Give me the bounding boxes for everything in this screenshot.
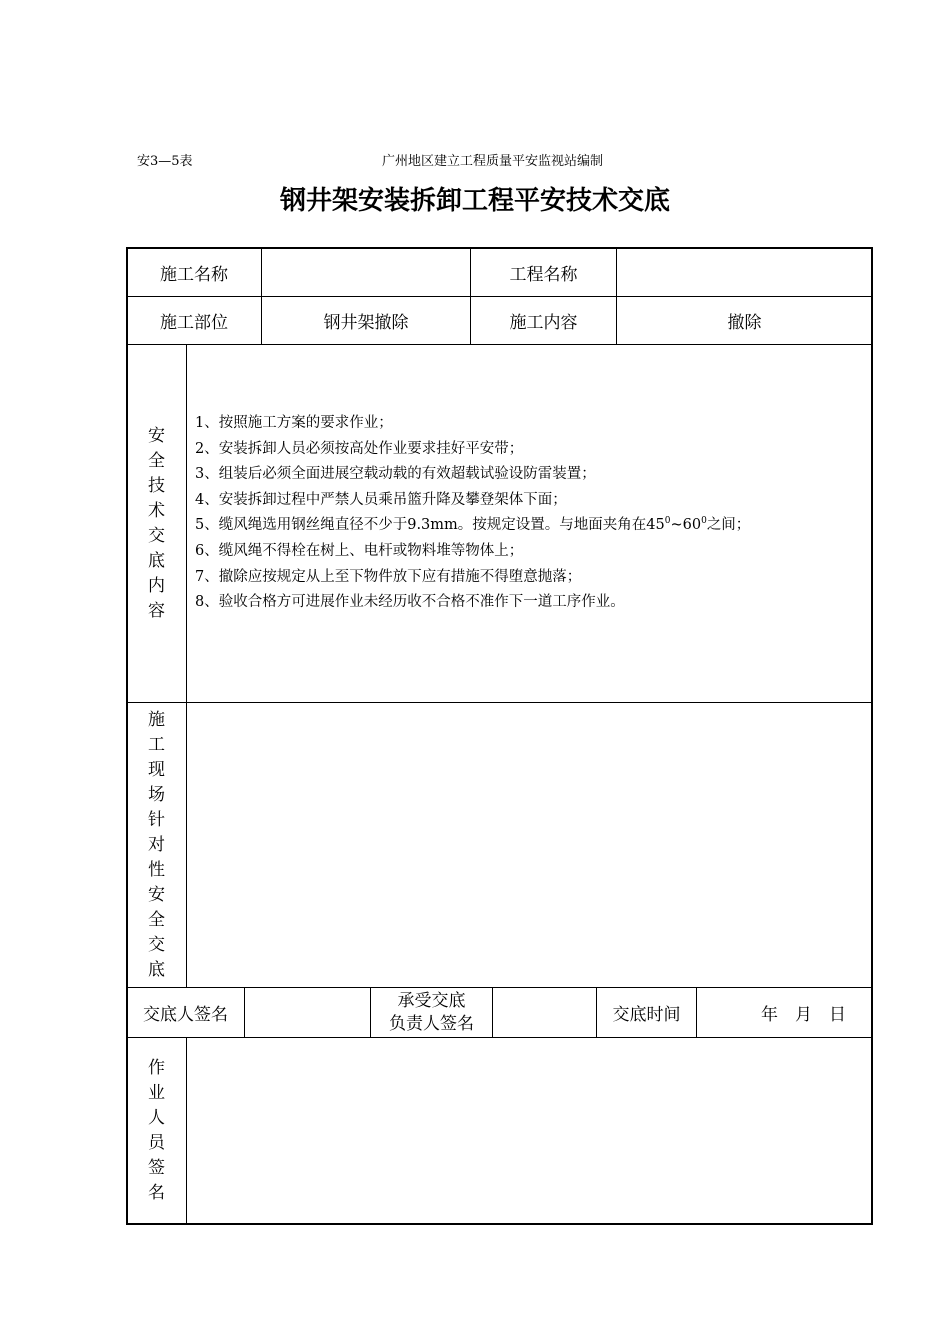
label-char: 性 xyxy=(148,859,165,880)
construction-name-field[interactable] xyxy=(262,248,470,296)
safety-items-list xyxy=(195,411,750,616)
label-char: 交 xyxy=(148,525,165,546)
construction-part-label: 施工部位 xyxy=(160,313,228,333)
safety-item: 8、验收合格方可进展作业未经历收不合格不准作下一道工序作业。 xyxy=(195,594,625,611)
row-divider xyxy=(127,344,872,345)
document-title: 钢井架安装拆卸工程平安技术交底 xyxy=(279,186,670,216)
label-char: 业 xyxy=(148,1083,165,1103)
label-char: 场 xyxy=(148,784,165,805)
label-char: 对 xyxy=(148,834,165,855)
workers-signature-area[interactable] xyxy=(187,1038,872,1224)
site-specific-content[interactable] xyxy=(187,703,872,987)
label-char: 员 xyxy=(148,1133,165,1153)
label-char: 名 xyxy=(148,1183,165,1203)
label-char: 术 xyxy=(148,500,165,521)
workers-signature-label xyxy=(127,1038,186,1224)
label-char: 内 xyxy=(148,575,165,596)
safety-item: 7、撤除应按规定从上至下物件放下应有措施不得堕意抛落； xyxy=(195,568,582,585)
construction-content-label: 施工内容 xyxy=(509,313,578,333)
project-name-field[interactable] xyxy=(617,248,872,296)
label-char: 签 xyxy=(148,1158,165,1178)
giver-signature-field[interactable] xyxy=(245,988,370,1037)
receiver-signature-field[interactable] xyxy=(493,988,596,1037)
safety-item: 3、组装后必须全面进展空载动载的有效超载试验设防雷装置； xyxy=(195,466,596,483)
site-specific-label xyxy=(127,703,186,987)
receiver-signature-label xyxy=(371,988,492,1037)
receiver-label-line1: 承受交底 xyxy=(397,990,466,1011)
receiver-label-line2: 负责人签名 xyxy=(389,1013,474,1034)
safety-item: 6、缆风绳不得栓在树上、电杆或物料堆等物体上； xyxy=(195,542,524,559)
giver-signature-label: 交底人签名 xyxy=(143,1005,228,1025)
construction-name-label: 施工名称 xyxy=(160,264,228,285)
label-char: 技 xyxy=(148,475,165,496)
label-char: 施 xyxy=(148,709,165,730)
label-char: 底 xyxy=(148,550,165,571)
label-char: 全 xyxy=(148,450,165,471)
safety-item: 5、缆风绳选用钢丝绳直径不少于9.3mm。按规定设置。与地面夹角在$45^0\sim 60^0$之间； xyxy=(195,516,751,534)
safety-content-label xyxy=(127,345,186,702)
label-char: 全 xyxy=(148,909,165,930)
project-name-label: 工程名称 xyxy=(509,264,578,285)
construction-part-value: 钢井架撤除 xyxy=(323,313,409,333)
safety-item: 1、按照施工方案的要求作业； xyxy=(195,415,393,431)
label-char: 底 xyxy=(148,959,165,980)
form-number: 安3—5表 xyxy=(137,154,193,169)
safety-item: 2、安装拆卸人员必须按高处作业要求挂好平安带； xyxy=(195,440,524,457)
label-char: 针 xyxy=(148,809,165,830)
disclosure-time-field[interactable]: 年 月 日 xyxy=(761,1005,846,1025)
label-char: 人 xyxy=(148,1108,165,1128)
label-char: 工 xyxy=(148,734,165,755)
label-char: 安 xyxy=(148,884,165,905)
publisher-note: 广州地区建立工程质量平安监视站编制 xyxy=(382,154,604,169)
label-char: 现 xyxy=(148,759,165,780)
label-char: 容 xyxy=(148,600,165,621)
disclosure-time-label: 交底时间 xyxy=(612,1005,681,1025)
label-char: 安 xyxy=(148,425,165,446)
label-char: 交 xyxy=(148,934,165,955)
label-char: 作 xyxy=(148,1058,165,1078)
construction-content-value: 撤除 xyxy=(727,313,762,333)
safety-item: 4、安装拆卸过程中严禁人员乘吊篮升降及攀登架体下面； xyxy=(195,491,567,508)
